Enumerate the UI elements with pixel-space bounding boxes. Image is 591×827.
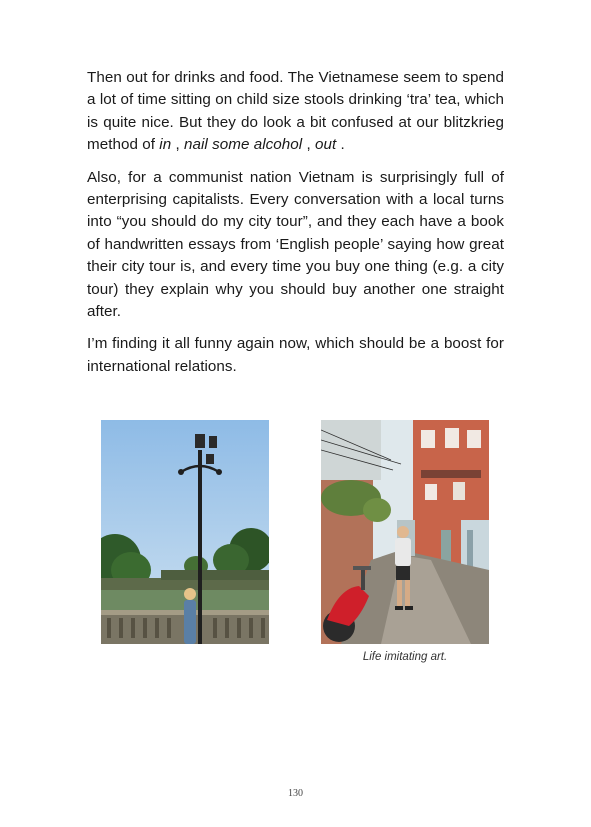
page-number: 130 [288,788,303,799]
photo-alley-image [321,420,489,644]
separator: , [171,136,184,154]
emphasis-in: in [159,136,172,154]
emphasis-out: out [315,136,337,154]
paragraph-3: I’m finding it all funny again now, which should be a boost for international relations. [87,335,504,375]
photo-lamppost-riverside [101,420,269,644]
photo-alley-street [321,420,489,644]
paragraph-1-text: Then out for drinks and food. The Vietnamese seem to spend a lot of time sitting on child size stools drinking ‘tra’ tea, which is quite nice. But they do look a bit confused at our blitzkrieg method of [87,69,504,154]
emphasis-nail-some-alcohol: nail some alcohol [184,136,303,154]
photo-lamppost-image [101,420,269,644]
paragraph-2: Also, for a communist nation Vietnam is surprisingly full of enterprising capitalists. Every conversation with a local turns into “you should do my city tour”, and they each have a book of handwritten essays from ‘English people’ saying how great their city tour is, and every time you buy one thing (e.g. a city tour) they explain why you should buy another one straight after. [87,168,504,321]
paragraph-1-end: . [336,136,345,154]
photo-caption: Life imitating art. [362,651,448,663]
paragraph-1 [87,67,504,157]
separator: , [302,136,316,154]
body-text [87,67,504,388]
